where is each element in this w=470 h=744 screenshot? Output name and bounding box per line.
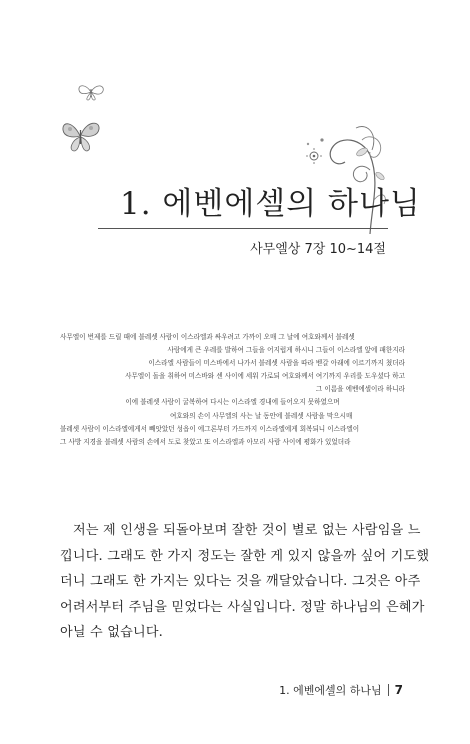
page-number: 7 xyxy=(394,683,403,697)
body-line: 더니 그래도 한 가지는 있다는 것을 깨달았습니다. 그것은 아주 xyxy=(60,574,421,589)
scripture-passage xyxy=(60,331,405,449)
scripture-line: 이스라엘 사람들이 미스바에서 나가서 블레셋 사람을 따라 벧갈 아래에 이르기까지 쳤더라 xyxy=(148,359,405,368)
body-paragraph xyxy=(60,518,430,646)
scripture-line: 블레셋 사람이 이스라엘에게서 빼앗았던 성읍이 에그론부터 가드까지 이스라엘에게 회복되니 이스라엘이 xyxy=(60,424,360,433)
page-footer xyxy=(279,682,403,698)
title-divider xyxy=(98,228,388,229)
body-line: 낍니다. 그래도 한 가지 정도는 잘한 게 있지 않을까 싶어 기도했 xyxy=(60,548,430,564)
scripture-line: 그 이름을 에벤에셀이라 하니라 xyxy=(315,385,405,394)
body-line: 아닐 수 없습니다. xyxy=(60,625,164,640)
running-title: 1. 에벤에셀의 하나님 xyxy=(279,684,382,697)
scripture-line: 여호와의 손이 사무엘의 사는 날 동안에 블레셋 사람을 막으시매 xyxy=(170,411,353,420)
footer-separator xyxy=(388,684,389,696)
butterfly-icon xyxy=(60,118,102,154)
chapter-title: 1. 에벤에셀의 하나님 xyxy=(120,186,421,222)
scripture-line: 그 사방 지경을 블레셋 사람의 손에서 도로 찾았고 또 이스라엘과 아모리 사람 사이에 평화가 있었더라 xyxy=(60,437,351,446)
body-line: 저는 제 인생을 되돌아보며 잘한 것이 별로 없는 사람임을 느 xyxy=(73,523,421,538)
scripture-line: 사무엘이 번제를 드릴 때에 블레셋 사람이 이스라엘과 싸우려고 가까이 오매 그 날에 여호와께서 블레셋 xyxy=(60,333,355,341)
scripture-reference: 사무엘상 7장 10~14절 xyxy=(250,242,386,257)
scripture-line: 사람에게 큰 우레를 발하여 그들을 어지럽게 하시니 그들이 이스라엘 앞에 패한지라 xyxy=(167,346,405,355)
butterfly-icon xyxy=(76,82,106,102)
body-line: 어려서부터 주님을 믿었다는 사실입니다. 정말 하나님의 은혜가 xyxy=(60,599,425,615)
scripture-line: 이에 블레셋 사람이 굴복하여 다시는 이스라엘 경내에 들어오지 못하였으며 xyxy=(125,398,340,407)
scripture-line: 사무엘이 돌을 취하여 미스바와 센 사이에 세워 가로되 여호와께서 여기까지 우리를 도우셨다 하고 xyxy=(125,372,405,381)
